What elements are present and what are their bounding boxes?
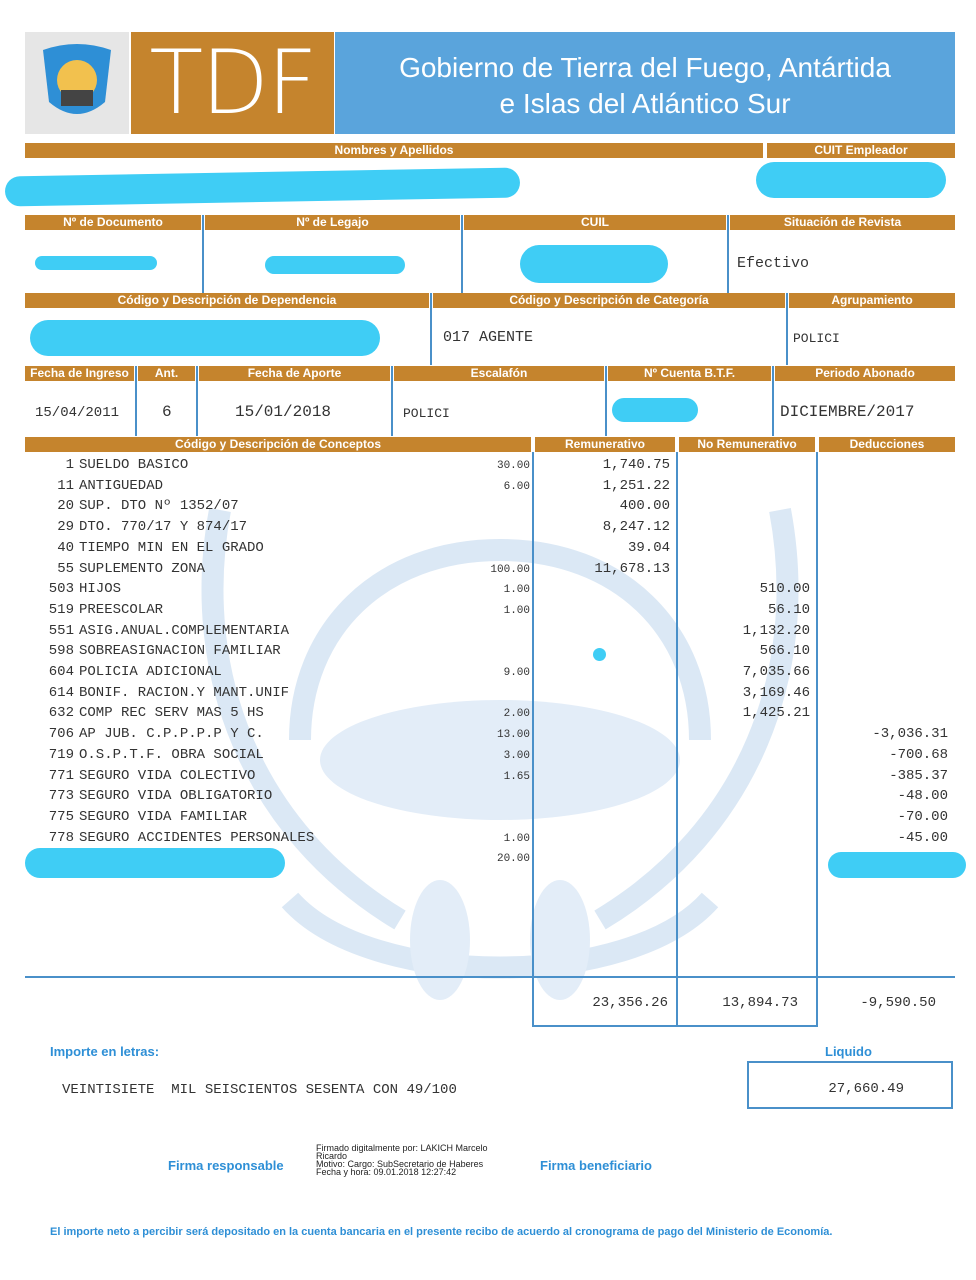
concept-row bbox=[0, 705, 976, 725]
agrupamiento-value: POLICI bbox=[793, 331, 840, 346]
concept-code: 11 bbox=[57, 477, 74, 494]
label-escalafon: Escalafón bbox=[394, 366, 604, 381]
concept-row bbox=[0, 643, 976, 663]
dot-mark bbox=[593, 648, 606, 661]
concept-description: TIEMPO MIN EN EL GRADO bbox=[79, 539, 264, 556]
concept-remunerativo: 11,678.13 bbox=[594, 560, 670, 577]
categoria-value: 017 AGENTE bbox=[443, 329, 534, 346]
concept-description: HIJOS bbox=[79, 581, 122, 598]
label-legajo: Nº de Legajo bbox=[205, 215, 460, 230]
label-dependencia: Código y Descripción de Dependencia bbox=[25, 293, 429, 308]
digital-signature bbox=[316, 1144, 488, 1176]
concept-code: 778 bbox=[48, 829, 74, 846]
concept-quantity: 6.00 bbox=[503, 480, 530, 493]
concept-quantity: 1.00 bbox=[503, 832, 530, 845]
concept-row bbox=[0, 519, 976, 539]
concept-description: SEGURO VIDA OBLIGATORIO bbox=[79, 788, 273, 805]
concept-quantity: 13.00 bbox=[496, 729, 530, 742]
concept-row bbox=[0, 540, 976, 560]
concept-quantity: 3.00 bbox=[503, 749, 530, 762]
label-cuenta: Nº Cuenta B.T.F. bbox=[608, 366, 771, 381]
table-bottom-line bbox=[532, 1025, 818, 1027]
concept-description: AP JUB. C.P.P.P.P Y C. bbox=[79, 726, 264, 743]
header-title-line1: Gobierno de Tierra del Fuego, Antártida bbox=[399, 52, 891, 83]
liquido-value: 27,660.49 bbox=[828, 1081, 904, 1097]
concept-row bbox=[0, 664, 976, 684]
total-deducciones: -9,590.50 bbox=[860, 995, 936, 1011]
concept-deduccion: -45.00 bbox=[897, 829, 948, 846]
concept-row bbox=[0, 498, 976, 518]
concept-row bbox=[0, 581, 976, 601]
header-title-line2: e Islas del Atlántico Sur bbox=[499, 88, 791, 119]
divider bbox=[605, 366, 607, 436]
concept-remunerativo: 400.00 bbox=[619, 498, 670, 515]
concept-description: SUP. DTO Nº 1352/07 bbox=[79, 498, 239, 515]
concept-description: SEGURO ACCIDENTES PERSONALES bbox=[79, 829, 315, 846]
concept-deduccion: -700.68 bbox=[889, 746, 948, 763]
redaction-cuit bbox=[756, 162, 946, 198]
footer-note: El importe neto a percibir será depositado en la cuenta bancaria en el presente recibo de acuerdo al cronograma de pago del Ministerio de Economía. bbox=[50, 1226, 833, 1238]
label-remunerativo: Remunerativo bbox=[535, 437, 675, 452]
label-deducciones: Deducciones bbox=[819, 437, 955, 452]
concept-row bbox=[0, 788, 976, 808]
totals-divider bbox=[25, 976, 955, 978]
firma-beneficiario: Firma beneficiario bbox=[540, 1158, 652, 1173]
concept-row bbox=[0, 830, 976, 850]
concept-code: 719 bbox=[48, 746, 74, 763]
divider bbox=[772, 366, 774, 436]
concept-quantity: 1.00 bbox=[503, 604, 530, 617]
divider bbox=[461, 215, 463, 293]
concept-remunerativo: 39.04 bbox=[627, 539, 670, 556]
label-aporte: Fecha de Aporte bbox=[199, 366, 390, 381]
concept-code: 632 bbox=[48, 705, 74, 722]
divider bbox=[391, 366, 393, 436]
label-cuil: CUIL bbox=[464, 215, 726, 230]
label-ingreso: Fecha de Ingreso bbox=[25, 366, 134, 381]
concept-no-remunerativo: 56.10 bbox=[767, 601, 810, 618]
concept-code: 40 bbox=[57, 539, 74, 556]
total-remunerativo: 23,356.26 bbox=[592, 995, 668, 1011]
label-conceptos: Código y Descripción de Conceptos bbox=[25, 437, 531, 452]
concept-remunerativo: 1,740.75 bbox=[602, 457, 670, 473]
concept-code: 29 bbox=[57, 519, 74, 536]
aporte-value: 15/01/2018 bbox=[235, 403, 332, 421]
label-categoria: Código y Descripción de Categoría bbox=[433, 293, 785, 308]
concept-description: SUELDO BASICO bbox=[79, 457, 189, 473]
total-no-remunerativo: 13,894.73 bbox=[722, 995, 798, 1011]
concept-description: SEGURO VIDA COLECTIVO bbox=[79, 767, 256, 784]
logo-shield bbox=[25, 32, 129, 134]
concept-deduccion: -385.37 bbox=[889, 767, 948, 784]
redaction-cuenta bbox=[612, 398, 698, 422]
label-agrupamiento: Agrupamiento bbox=[789, 293, 955, 308]
concept-deduccion: -3,036.31 bbox=[872, 726, 948, 743]
concept-description: POLICIA ADICIONAL bbox=[79, 664, 222, 680]
header-banner bbox=[335, 32, 955, 134]
concept-code: 55 bbox=[57, 560, 74, 577]
concept-code: 775 bbox=[48, 808, 74, 825]
signature-line: Fecha y hora: 09.01.2018 12:27:42 bbox=[316, 1167, 457, 1177]
divider bbox=[135, 366, 137, 436]
concept-description: O.S.P.T.F. OBRA SOCIAL bbox=[79, 746, 264, 763]
concept-row bbox=[0, 561, 976, 581]
concept-no-remunerativo: 3,169.46 bbox=[742, 684, 810, 701]
concept-row bbox=[0, 623, 976, 643]
revista-value: Efectivo bbox=[737, 255, 810, 272]
concept-deduccion: -48.00 bbox=[897, 788, 948, 805]
firma-responsable: Firma responsable bbox=[168, 1158, 284, 1173]
concept-quantity: 9.00 bbox=[503, 667, 530, 679]
concept-no-remunerativo: 1,132.20 bbox=[742, 622, 810, 639]
redaction-row-left bbox=[25, 848, 285, 878]
concept-row bbox=[0, 809, 976, 829]
redaction-name bbox=[5, 168, 520, 207]
concept-description: BONIF. RACION.Y MANT.UNIF bbox=[79, 684, 290, 701]
redaction-dependencia bbox=[30, 320, 380, 356]
divider bbox=[202, 215, 204, 293]
concept-code: 20 bbox=[57, 498, 74, 515]
concept-code: 598 bbox=[48, 643, 74, 660]
label-cuit: CUIT Empleador bbox=[767, 143, 955, 158]
concept-row bbox=[0, 726, 976, 746]
label-revista: Situación de Revista bbox=[730, 215, 955, 230]
signature-line: Motivo: Cargo: SubSecretario de Haberes bbox=[316, 1159, 484, 1169]
concept-no-remunerativo: 510.00 bbox=[759, 581, 810, 598]
concept-no-remunerativo: 7,035.66 bbox=[742, 664, 810, 680]
concept-description: ANTIGUEDAD bbox=[79, 477, 164, 494]
concept-description: DTO. 770/17 Y 874/17 bbox=[79, 519, 248, 536]
divider bbox=[430, 293, 432, 365]
concept-quantity: 20.00 bbox=[496, 853, 530, 866]
concept-code: 503 bbox=[48, 581, 74, 598]
concept-remunerativo: 1,251.22 bbox=[602, 477, 670, 494]
label-documento: Nº de Documento bbox=[25, 215, 201, 230]
concept-row bbox=[0, 602, 976, 622]
redaction-legajo bbox=[265, 256, 405, 274]
concept-quantity: 1.65 bbox=[503, 770, 530, 783]
concept-description: SOBREASIGNACION FAMILIAR bbox=[79, 643, 281, 660]
concept-description: PREESCOLAR bbox=[79, 601, 164, 618]
concept-quantity: 1.00 bbox=[503, 584, 530, 597]
divider bbox=[786, 293, 788, 365]
divider bbox=[727, 215, 729, 293]
label-ant: Ant. bbox=[138, 366, 195, 381]
concept-quantity: 2.00 bbox=[503, 708, 530, 721]
concept-no-remunerativo: 1,425.21 bbox=[742, 705, 810, 722]
concept-row bbox=[0, 457, 976, 477]
ant-value: 6 bbox=[162, 403, 172, 421]
concept-description: SUPLEMENTO ZONA bbox=[79, 560, 206, 577]
concept-description: COMP REC SERV MAS 5 HS bbox=[79, 705, 264, 722]
concept-row bbox=[0, 747, 976, 767]
concept-description: SEGURO VIDA FAMILIAR bbox=[79, 808, 248, 825]
escalafon-value: POLICI bbox=[403, 406, 450, 421]
concept-code: 614 bbox=[48, 684, 74, 701]
concept-deduccion: -70.00 bbox=[897, 808, 948, 825]
concept-quantity: 100.00 bbox=[490, 563, 530, 576]
brand-text: TDF bbox=[149, 31, 316, 134]
concept-row bbox=[0, 478, 976, 498]
concept-code: 1 bbox=[65, 457, 74, 473]
concept-code: 519 bbox=[48, 601, 74, 618]
concept-no-remunerativo: 566.10 bbox=[759, 643, 810, 660]
concept-quantity: 30.00 bbox=[496, 460, 530, 472]
shield-icon bbox=[25, 32, 129, 134]
label-no-remunerativo: No Remunerativo bbox=[679, 437, 815, 452]
label-periodo: Periodo Abonado bbox=[775, 366, 955, 381]
concept-row bbox=[0, 768, 976, 788]
concept-code: 604 bbox=[48, 664, 74, 680]
redaction-documento bbox=[35, 256, 157, 270]
concept-code: 706 bbox=[48, 726, 74, 743]
liquido-label: Liquido bbox=[825, 1044, 872, 1059]
redaction-row-right bbox=[828, 852, 966, 878]
signature-line: Firmado digitalmente por: LAKICH Marcelo bbox=[316, 1143, 488, 1153]
redaction-cuil bbox=[520, 245, 668, 283]
importe-label: Importe en letras: bbox=[50, 1044, 160, 1059]
concept-code: 773 bbox=[48, 788, 74, 805]
concept-row bbox=[0, 685, 976, 705]
ingreso-value: 15/04/2011 bbox=[35, 405, 120, 421]
concept-remunerativo: 8,247.12 bbox=[602, 519, 670, 536]
concept-description: ASIG.ANUAL.COMPLEMENTARIA bbox=[79, 622, 290, 639]
signature-line: Ricardo bbox=[316, 1151, 348, 1161]
divider bbox=[196, 366, 198, 436]
periodo-value: DICIEMBRE/2017 bbox=[780, 403, 915, 421]
concept-code: 771 bbox=[48, 767, 74, 784]
concept-code: 551 bbox=[48, 622, 74, 639]
label-nombres: Nombres y Apellidos bbox=[25, 143, 763, 158]
brand-box bbox=[131, 32, 334, 134]
importe-letras: VEINTISIETE MIL SEISCIENTOS SESENTA CON 49/100 bbox=[62, 1082, 457, 1098]
